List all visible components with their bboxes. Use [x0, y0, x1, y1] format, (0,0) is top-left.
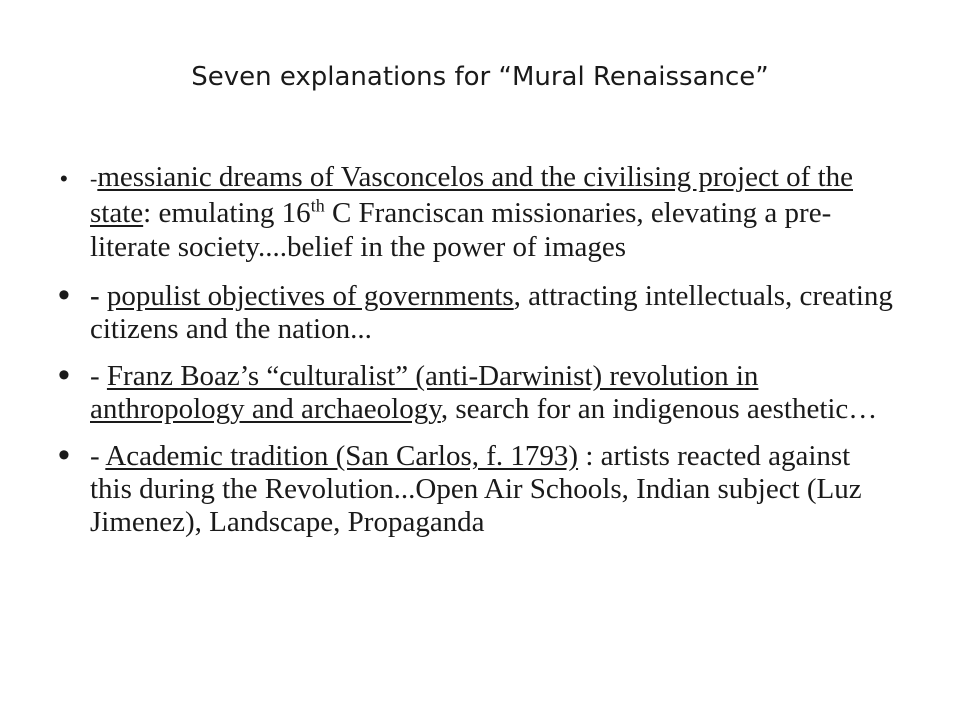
bullet-icon: •	[60, 166, 68, 191]
item-dash: -	[90, 360, 107, 392]
bullet-list	[58, 160, 898, 539]
item-text: : artists reacted against this during the Revolution...Open Air Schools, Indian subject (Luz Jimenez), Landscape, Propaganda	[90, 440, 862, 538]
bullet-item	[58, 276, 898, 346]
item-underlined-text: populist objectives of governments	[106, 280, 514, 312]
item-dash: -	[90, 440, 106, 472]
item-underlined-text: messianic dreams of Vasconcelos and the civilising project of the state	[90, 161, 853, 229]
item-dash: -	[90, 166, 98, 191]
bullet-icon: •	[58, 436, 70, 474]
item-text: , attracting intellectuals, creating citizens and the nation...	[90, 280, 893, 345]
bullet-item	[58, 160, 898, 264]
bullet-item	[58, 436, 898, 539]
item-text: , search for an indigenous aesthetic…	[440, 393, 878, 425]
item-text: C Franciscan missionaries, elevating a pre-literate society....belief in the power of images	[90, 197, 832, 263]
bullet-item	[58, 356, 898, 426]
item-underlined-text: Franz Boaz’s “culturalist” (anti-Darwinist) revolution in anthropology and archaeology	[90, 360, 759, 425]
item-underlined-text: Academic tradition (San Carlos, f. 1793)	[105, 440, 579, 472]
item-dash: -	[90, 280, 100, 312]
bullet-icon: •	[58, 356, 70, 394]
bullet-icon: •	[58, 276, 70, 314]
item-text: : emulating 16	[143, 197, 311, 229]
item-superscript: th	[310, 195, 325, 216]
slide-title: Seven explanations for “Mural Renaissance”	[191, 62, 769, 92]
